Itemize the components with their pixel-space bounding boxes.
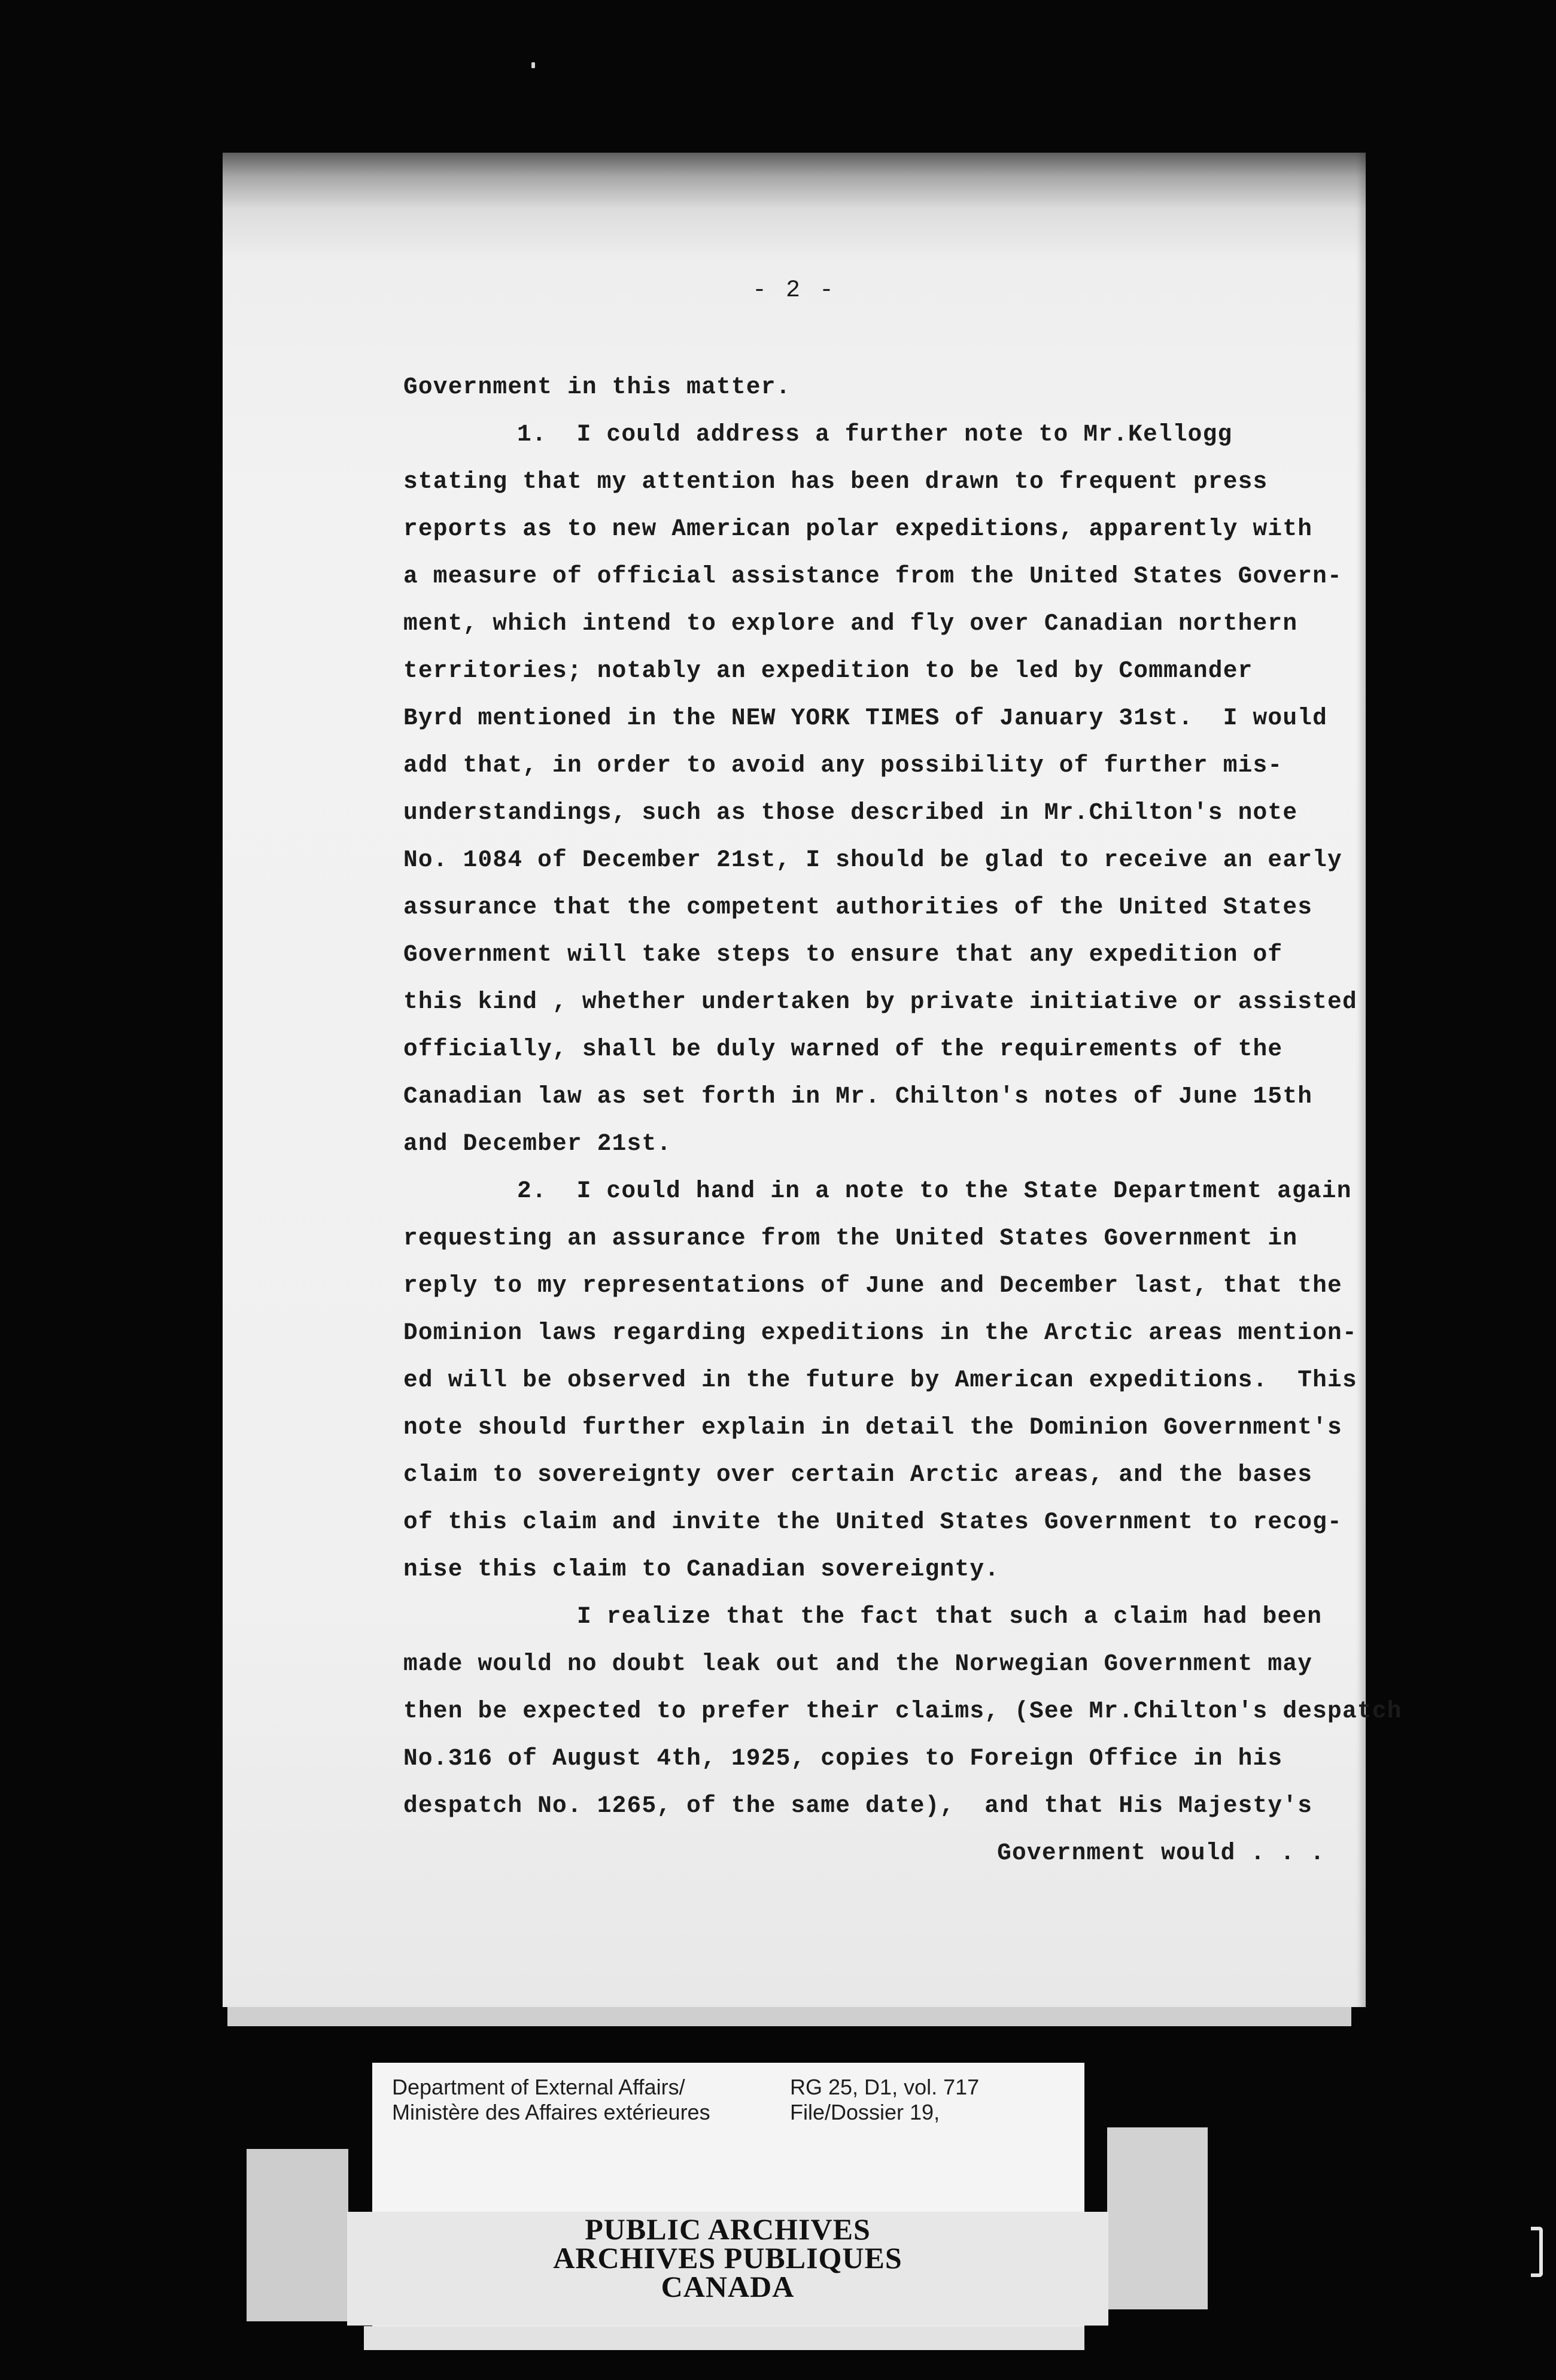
label-stub (364, 2326, 1084, 2350)
file-dossier: File/Dossier 19, (790, 2100, 940, 2124)
text-line: a measure of official assistance from the United States Govern- (403, 563, 1342, 590)
text-line: ed will be observed in the future by American expeditions. This (403, 1367, 1357, 1394)
text-line: Dominion laws regarding expeditions in the Arctic areas mention- (403, 1319, 1357, 1346)
text-line: understandings, such as those described in Mr.Chilton's note (403, 799, 1298, 826)
text-line: 1. I could address a further note to Mr.Kellogg (517, 421, 1233, 448)
text-line: then be expected to prefer their claims, (See Mr.Chilton's despatch (403, 1698, 1402, 1725)
text-line: reply to my representations of June and December last, that the (403, 1272, 1342, 1299)
text-line: ment, which intend to explore and fly over Canadian northern (403, 610, 1298, 637)
text-line: Government would . . . (997, 1839, 1325, 1866)
text-line: note should further explain in detail the Dominion Government's (403, 1414, 1342, 1441)
text-line: 2. I could hand in a note to the State Department again (517, 1177, 1352, 1204)
text-line: I realize that the fact that such a claim had been (577, 1603, 1323, 1630)
text-line: despatch No. 1265, of the same date), and that His Majesty's (403, 1792, 1313, 1819)
document-page (223, 153, 1402, 2007)
page-number: - 2 - (752, 277, 837, 304)
text-line: officially, shall be duly warned of the requirements of the (403, 1036, 1283, 1062)
text-line: Government in this matter. (403, 374, 791, 400)
frame-edge-mark (1531, 2227, 1543, 2277)
text-line: and December 21st. (403, 1130, 672, 1157)
archive-tab-left (247, 2149, 348, 2321)
text-line: No.316 of August 4th, 1925, copies to Foreign Office in his (403, 1745, 1283, 1772)
stamp-line-3: CANADA (661, 2270, 795, 2303)
text-line: Government will take steps to ensure that any expedition of (403, 941, 1283, 968)
stamp-line-2: ARCHIVES PUBLIQUES (553, 2241, 902, 2275)
text-line: of this claim and invite the United States Government to recog- (403, 1508, 1342, 1535)
text-line: territories; notably an expedition to be led by Commander (403, 657, 1253, 684)
text-line: Byrd mentioned in the NEW YORK TIMES of January 31st. I would (403, 705, 1328, 731)
archive-tab-right (1107, 2127, 1208, 2309)
text-line: claim to sovereignty over certain Arctic areas, and the bases (403, 1461, 1313, 1488)
film-speck (531, 62, 535, 68)
text-line: made would no doubt leak out and the Norwegian Government may (403, 1650, 1313, 1677)
department-en: Department of External Affairs/ (392, 2075, 685, 2099)
text-line: this kind , whether undertaken by private initiative or assisted (403, 988, 1357, 1015)
text-line: assurance that the competent authorities of the United States (403, 894, 1313, 921)
text-line: No. 1084 of December 21st, I should be glad to receive an early (403, 846, 1342, 873)
department-label (392, 2075, 710, 2125)
text-line: add that, in order to avoid any possibility of further mis- (403, 752, 1283, 779)
text-line: stating that my attention has been drawn to frequent press (403, 468, 1268, 495)
text-line: reports as to new American polar expeditions, apparently with (403, 515, 1313, 542)
department-fr: Ministère des Affaires extérieures (392, 2100, 710, 2124)
text-line: Canadian law as set forth in Mr. Chilton's notes of June 15th (403, 1083, 1313, 1110)
public-archives-stamp (347, 2212, 1108, 2303)
file-reference (790, 2075, 979, 2125)
text-line: requesting an assurance from the United States Government in (403, 1225, 1298, 1252)
letter-body (403, 363, 1402, 1877)
text-line: nise this claim to Canadian sovereignty. (403, 1556, 1000, 1583)
stamp-line-1: PUBLIC ARCHIVES (585, 2212, 871, 2246)
record-group-reference: RG 25, D1, vol. 717 (790, 2075, 980, 2099)
